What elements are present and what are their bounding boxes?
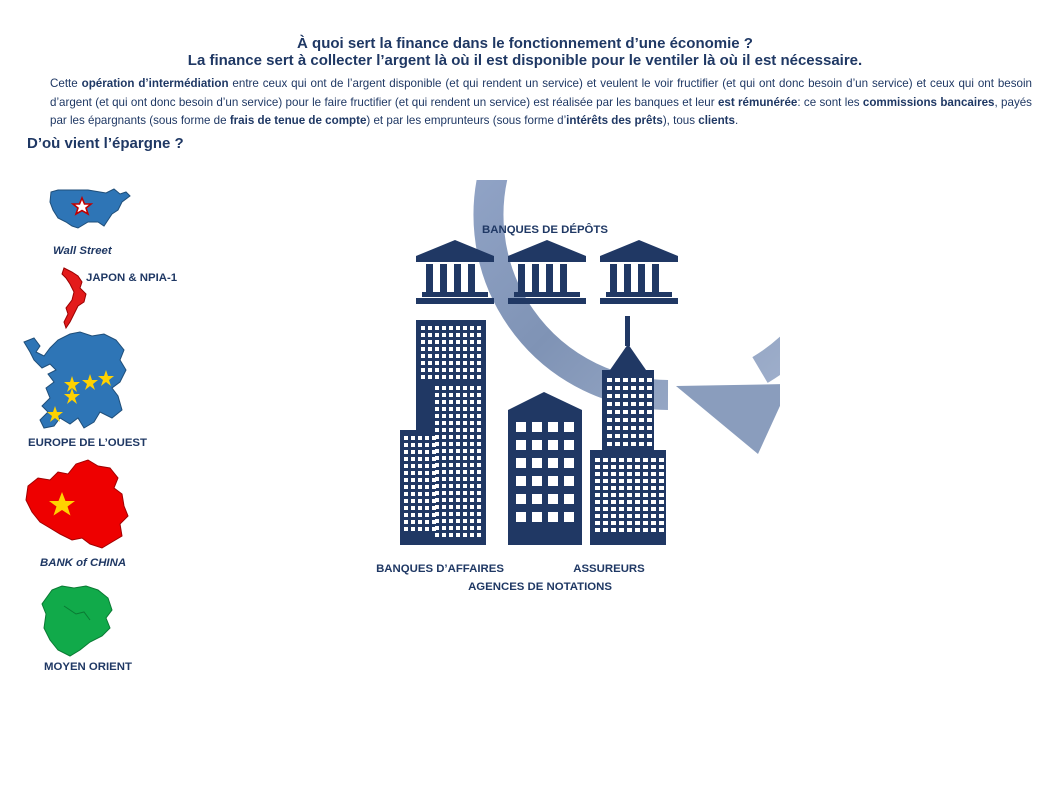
label-investment-banks: BANQUES D’AFFAIRES [376, 563, 504, 575]
label-deposit-banks: BANQUES DE DÉPÔTS [482, 224, 608, 236]
cycle-arrow-head [676, 384, 780, 454]
source-label-china: BANK of CHINA [40, 557, 127, 569]
usa-map-icon [48, 186, 133, 234]
source-label-japan: JAPON & NPIA-1 [86, 272, 178, 284]
source-label-middle-east: MOYEN ORIENT [44, 661, 132, 673]
savings-question: D’où vient l’épargne ? [27, 135, 184, 152]
source-label-europe: EUROPE DE L’OUEST [28, 437, 147, 449]
intermediation-paragraph: Cette opération d’intermédiation entre ceux qui ont de l’argent disponible (et qui rendent un service) et veulent le voir fructifier (et qui ont donc besoin d’un service) et ceux qui ont besoin d’argent (et qui ont donc besoin d’un service) pour le faire fructifier (et qui rendent un service) est réalisée par les banques et leur est rémunérée: ce sont les commissions bancaires, payés par les épargnants (sous forme de frais de tenue de compte) et par les emprunteurs (sous forme d’intérêts des prêts), tous clients. [50, 77, 1032, 128]
financial-system-diagram [320, 180, 780, 610]
source-label-wall-street: Wall Street [53, 245, 112, 257]
deposit-banks-icon [416, 240, 678, 304]
page-answer: La finance sert à collecter l’argent là où il est disponible pour le ventiler là où il est nécessaire. [187, 52, 863, 69]
europe-map-icon [20, 330, 132, 434]
label-insurers: ASSUREURS [573, 563, 645, 575]
page-question: À quoi sert la finance dans le fonctionnement d’une économie ? [297, 35, 753, 52]
label-rating-agencies: AGENCES DE NOTATIONS [468, 581, 612, 593]
middle-east-map-icon [40, 584, 116, 658]
china-map-icon [24, 458, 130, 550]
